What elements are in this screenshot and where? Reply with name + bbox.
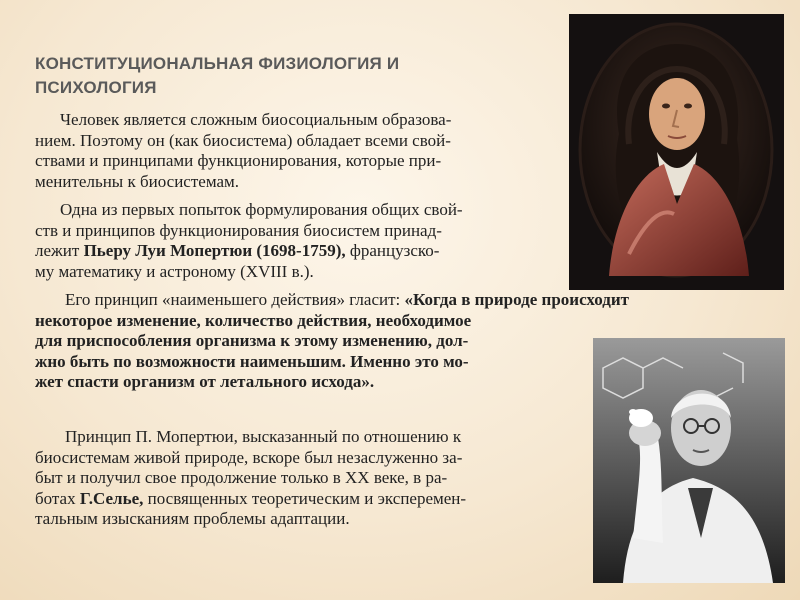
title-line-2: ПСИХОЛОГИЯ bbox=[35, 78, 157, 97]
selye-name: Г.Селье, bbox=[79, 488, 144, 508]
para4-line-1: Принцип П. Мопертюи, высказанный по отношению к bbox=[65, 427, 462, 446]
para2-line-2: ств и принципов функционирования биосистем принад- bbox=[35, 220, 442, 240]
scientist-photo-icon bbox=[593, 338, 785, 583]
para4-line-3: быт и получил свое продолжение только в ХХ веке, в ра- bbox=[35, 468, 448, 487]
portrait-painting-icon bbox=[569, 14, 784, 290]
para1-line-2: нием. Поэтому он (как биосистема) обладает всеми свой- bbox=[35, 130, 451, 150]
paragraph-3 bbox=[35, 290, 629, 393]
paragraph-1 bbox=[35, 110, 451, 192]
slide-title bbox=[35, 52, 555, 100]
para3-line-2: некоторое изменение, количество действия, необходимое bbox=[35, 310, 472, 330]
title-line-1: КОНСТИТУЦИОНАЛЬНАЯ ФИЗИОЛОГИЯ И bbox=[35, 54, 400, 73]
para2-line-3-post: французско- bbox=[345, 241, 440, 260]
para3-line-4: жно быть по возможности наименьшим. Именно это мо- bbox=[35, 351, 469, 371]
para4-line-2: биосистемам живой природе, вскоре был незаслуженно за- bbox=[35, 447, 463, 467]
para3-line-3: для приспособления организма к этому изменению, дол- bbox=[35, 331, 469, 350]
para3-line-1 bbox=[35, 290, 629, 311]
para2-line-4: му математику и астроному (XVIII в.). bbox=[35, 261, 314, 281]
para1-line-4: менительны к биосистемам. bbox=[35, 171, 240, 191]
para3-line-1-pre: Его принцип «наименьшего действия» гласит: bbox=[65, 290, 405, 309]
para1-line-3: ствами и принципами функционирования, которые при- bbox=[35, 151, 442, 170]
para4-line-4-pre: ботах bbox=[35, 488, 80, 508]
paragraph-2 bbox=[35, 200, 463, 282]
para4-line-4-post: посвященных теоретическим и эксперемен- bbox=[143, 488, 467, 508]
para4-line-4 bbox=[35, 489, 466, 510]
para3-line-5: жет спасти организм от летального исхода». bbox=[35, 372, 375, 391]
para1-line-1: Человек является сложным биосоциальным образова- bbox=[60, 110, 452, 129]
para2-line-1: Одна из первых попыток формулирования общих свой- bbox=[60, 200, 463, 219]
para2-line-3 bbox=[35, 241, 463, 262]
maupertuis-name: Пьеру Луи Мопертюи (1698-1759), bbox=[83, 241, 346, 260]
paragraph-4 bbox=[35, 427, 466, 530]
quote-start: «Когда в природе происходит bbox=[404, 290, 630, 309]
para2-line-3-pre: лежит bbox=[35, 241, 84, 260]
para4-line-5: тальным изысканиям проблемы адаптации. bbox=[35, 509, 350, 528]
